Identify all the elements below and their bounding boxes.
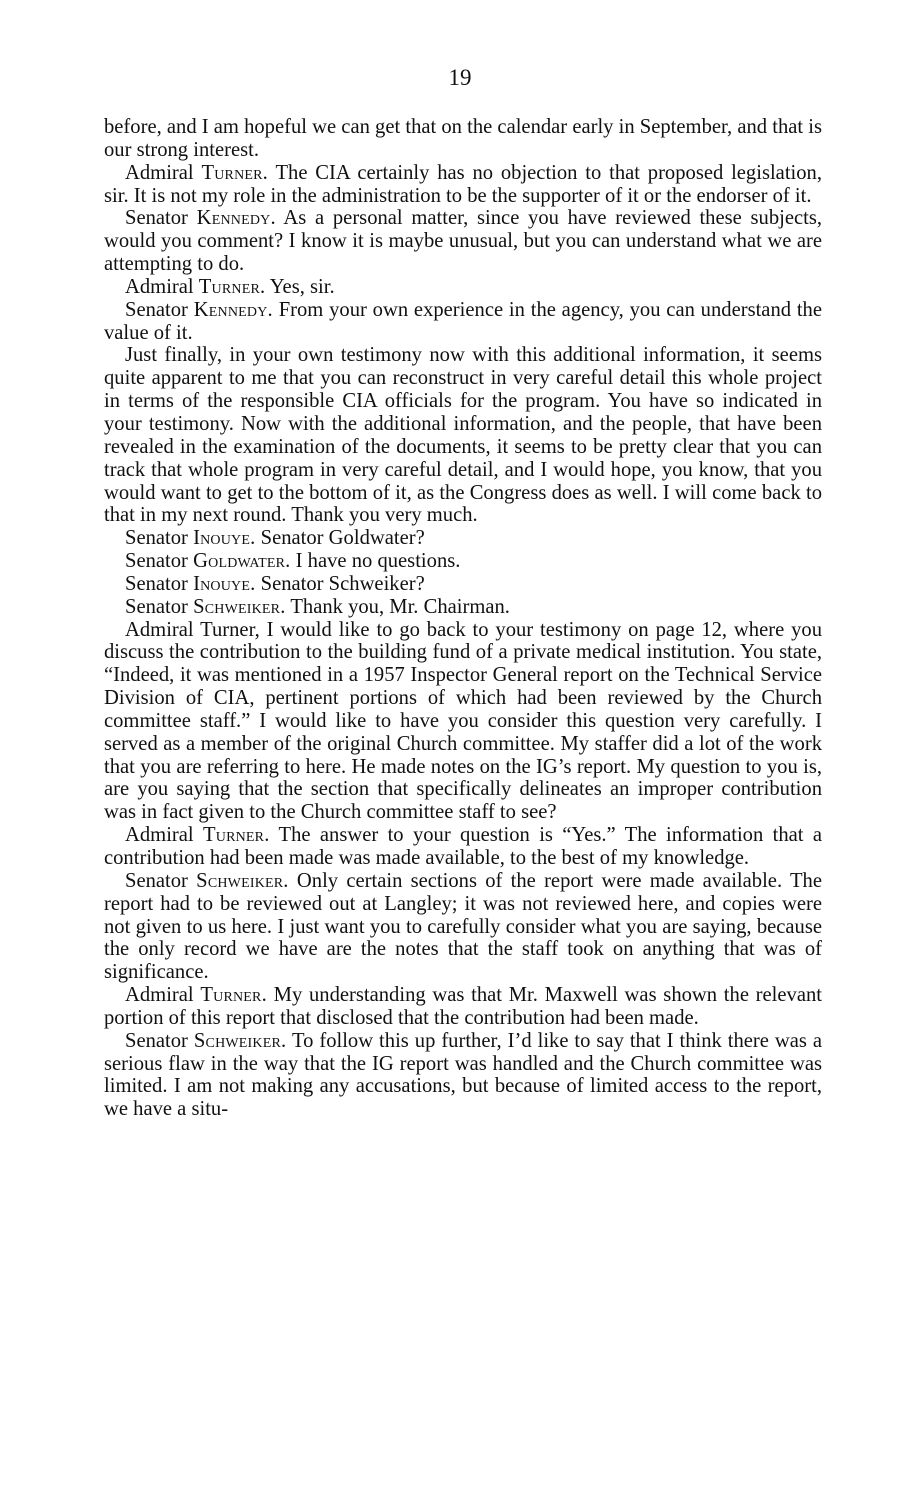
transcript-paragraph — [104, 596, 822, 619]
speaker-name: Turner. — [202, 824, 270, 847]
paragraph-prefix: Senator — [125, 595, 194, 618]
paragraph-prefix: Admiral — [125, 161, 202, 184]
transcript-paragraph — [104, 527, 822, 550]
paragraph-text: My understanding was that Mr. Maxwell was shown the relevant portion of this report that disclosed that the contribution had been made. — [104, 984, 823, 1029]
page-number: 19 — [448, 65, 472, 90]
paragraph-text: Only certain sections of the report were made available. The report had to be reviewed out at Langley; it was not reviewed here, and copies were not given to us here. I just want you to carefully consider what you are saying, because the only record we have are the notes that the staff took on anything that was of significance. — [104, 869, 822, 984]
transcript-paragraph — [104, 550, 822, 573]
paragraph-text: The answer to your question is “Yes.” The information that a contribution had been made was made available, to the best of my knowledge. — [104, 824, 822, 869]
transcript-paragraph — [104, 1030, 822, 1121]
paragraph-text: From your own experience in the agency, you can understand the value of it. — [104, 298, 822, 344]
paragraph-prefix: Senator — [125, 550, 194, 573]
paragraph-text: Admiral Turner, I would like to go back to your testimony on page 12, where you discuss the contribution to the building fund of a private medical institution. You state, “Indeed, it was mentioned in a 1957 Inspector General report on the Technical Service Division of CIA, pertinent portions of which had been reviewed by the Church committee staff.” I would like to have you consider this question very carefully. I served as a member of the original Church committee. My staffer did a lot of the work that you are referring to here. He made notes on the IG’s report. My question to you is, are you saying that the section that specifically delineates an improper contribution was in fact given to the Church committee staff to see? — [104, 618, 822, 824]
paragraph-prefix: Admiral — [125, 275, 199, 298]
paragraph-text: before, and I am hopeful we can get that on the calendar early in September, and that is our strong interest. — [104, 116, 822, 161]
speaker-name: Turner. — [200, 984, 267, 1007]
transcript-paragraph — [104, 984, 822, 1030]
speaker-name: Turner. — [201, 161, 269, 184]
paragraph-prefix: Admiral — [125, 984, 201, 1007]
speaker-name: Kennedy. — [193, 298, 273, 321]
paragraph-text: To follow this up further, I’d like to say that I think there was a serious flaw in the way that the IG report was handled and the Church committee was limited. I am not making any accusations, but because of limited access to the report, we have a situ- — [104, 1029, 822, 1121]
speaker-name: Inouye. — [193, 572, 256, 595]
paragraph-text: As a personal matter, since you have reviewed these subjects, would you comment? I know it is maybe unusual, but you can understand what we are attempting to do. — [104, 207, 822, 276]
speaker-name: Turner. — [198, 275, 266, 298]
paragraph-text: Thank you, Mr. Chairman. — [285, 595, 510, 618]
speaker-name: Kennedy. — [196, 207, 276, 230]
paragraph-prefix: Senator — [125, 869, 197, 892]
paragraph-prefix: Admiral — [125, 824, 203, 847]
transcript-paragraph — [104, 276, 822, 299]
transcript-paragraph — [104, 116, 822, 162]
paragraph-prefix: Senator — [125, 207, 197, 230]
speaker-name: Schweiker. — [196, 869, 289, 892]
paragraph-prefix: Senator — [125, 298, 194, 321]
transcript-paragraph — [104, 299, 822, 345]
paragraph-text: Just finally, in your own testimony now with this additional information, it seems quite apparent to me that you can reconstruct in very careful detail this whole project in terms of the responsible CIA officials for the program. You have so indicated in your testimony. Now with the additional information, and the people, that have been revealed in the examination of the documents, it seems to be pretty clear that you can track that whole program in very careful detail, and I would hope, you know, that you would want to get to the bottom of it, as the Congress does as well. I will come back to that in my next round. Thank you very much. — [104, 344, 822, 527]
transcript-paragraph — [104, 573, 822, 596]
paragraph-text: The CIA certainly has no objection to that proposed legislation, sir. It is not my role in the administration to be the supporter of it or the endorser of it. — [104, 161, 823, 207]
speaker-name: Schweiker. — [193, 595, 286, 618]
transcript-paragraph — [104, 870, 822, 984]
transcript-paragraph — [104, 824, 822, 870]
paragraph-text: Yes, sir. — [265, 275, 335, 298]
paragraph-text: Senator Schweiker? — [255, 572, 425, 595]
paragraph-prefix: Senator — [125, 527, 194, 550]
paragraph-prefix: Senator — [125, 572, 194, 595]
paragraph-text: Senator Goldwater? — [255, 527, 425, 550]
paragraph-prefix: Senator — [125, 1029, 194, 1052]
speaker-name: Schweiker. — [193, 1029, 287, 1052]
paragraph-text: I have no questions. — [290, 550, 461, 573]
transcript-body — [104, 116, 822, 1121]
transcript-paragraph — [104, 207, 822, 276]
transcript-paragraph — [104, 344, 822, 527]
speaker-name: Inouye. — [193, 527, 256, 550]
transcript-paragraph — [104, 619, 822, 825]
transcript-paragraph — [104, 162, 822, 208]
speaker-name: Goldwater. — [193, 550, 291, 573]
